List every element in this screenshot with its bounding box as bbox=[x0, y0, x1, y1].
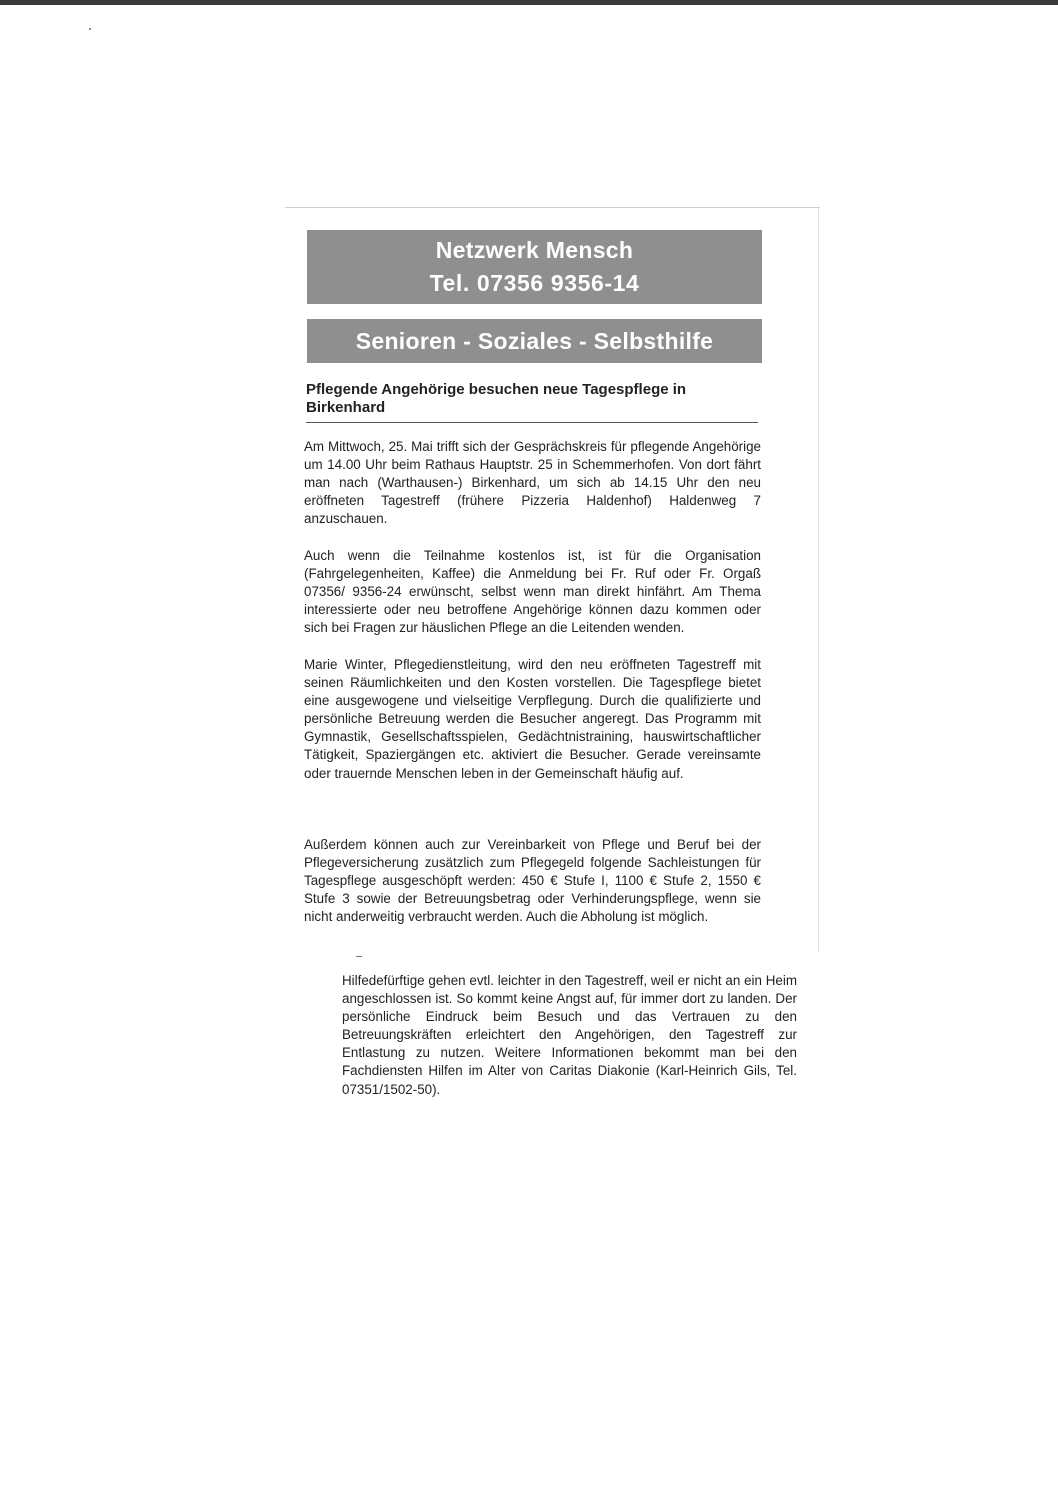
paragraph-text: Hilfedefürftige gehen evtl. leichter in den Tagestreff, weil er nicht an ein Heim angeschlossen ist. So kommt keine Angst auf, für immer dort zu landen. Der persönliche Eindruck beim Besuch und das Vertrauen zu den Betreuungskräften erleichtert den Angehörigen, den Tagestreff zur Entlastung zu nutzen. Weitere Informationen bekommt man bei den Fachdiensten Hilfen im Alter von Caritas Diakonie (Karl-Heinrich Gils, Tel. 07351/1502-50). bbox=[342, 973, 797, 1097]
article-headline: Pflegende Angehörige besuchen neue Tagespflege in Birkenhard bbox=[306, 381, 687, 416]
paragraph-text: Außerdem können auch zur Vereinbarkeit von Pflege und Beruf bei der Pflegeversicherung zusätzlich zum Pflegegeld folgende Sachleistungen für Tagespflege ausgeschöpft werden: 450 € Stufe I, 1100 € Stufe 2, 1550 € Stufe 3 sowie der Betreuungsbetrag oder Verhinderungspflege, wenn sie nicht anderweitig verbraucht werden. Auch die Abholung ist möglich. bbox=[304, 837, 761, 925]
section-banner: Senioren - Soziales - Selbsthilfe bbox=[307, 319, 762, 363]
clipping-right-edge bbox=[818, 208, 819, 953]
paragraph-text: Am Mittwoch, 25. Mai trifft sich der Gesprächskreis für pflegende Angehörige um 14.00 Uhr beim Rathaus Hauptstr. 25 in Schemmerhofen. Von dort fährt man nach (Warthausen-) Birkenhard, um sich ab 14.15 Uhr den neu eröffneten Tagestreff (frühere Pizzeria Haldenhof) Haldenweg 7 anzuschauen. bbox=[304, 439, 761, 527]
paragraph-text: Marie Winter, Pflegedienstleitung, wird den neu eröffneten Tagestreff mit seinen Räumlichkeiten und den Kosten vorstellen. Die Tagespflege bietet eine ausgewogene und vielseitige Verpflegung. Durch die qualifizierte und persönliche Betreuung werden die Besucher angeregt. Das Programm mit Gymnastik, Gesellschaftsspielen, Gedächtnistraining, hauswirtschaftlicher Tätigkeit, Spaziergängen etc. aktiviert die Besucher. Gerade vereinsamte oder trauernde Menschen leben in der Gemeinschaft häufig auf. bbox=[304, 657, 761, 781]
banner-phone: Tel. 07356 9356-14 bbox=[429, 270, 640, 296]
article-paragraph bbox=[304, 438, 761, 528]
scan-border bbox=[0, 0, 1058, 5]
banner-title: Netzwerk Mensch bbox=[435, 237, 634, 263]
article-paragraph bbox=[304, 547, 761, 637]
article-paragraph bbox=[304, 836, 761, 926]
header-banner bbox=[307, 230, 762, 304]
clipping-top-edge bbox=[285, 207, 820, 208]
scan-speck bbox=[89, 28, 91, 30]
article-paragraph bbox=[304, 656, 761, 783]
headline-divider bbox=[306, 422, 758, 423]
paragraph-text: Auch wenn die Teilnahme kostenlos ist, ist für die Organisation (Fahrgelegenheiten, Kaffee) die Anmeldung bei Fr. Ruf oder Fr. Orgaß 07356/ 9356-24 erwünscht, selbst wenn man direkt hinfährt. Am Thema interessierte oder neu betroffene Angehörige können dazu kommen oder sich bei Fragen zur häuslichen Pflege an die Leitenden wenden. bbox=[304, 548, 761, 636]
article-paragraph bbox=[342, 972, 797, 1099]
column-break-mark bbox=[356, 956, 362, 957]
